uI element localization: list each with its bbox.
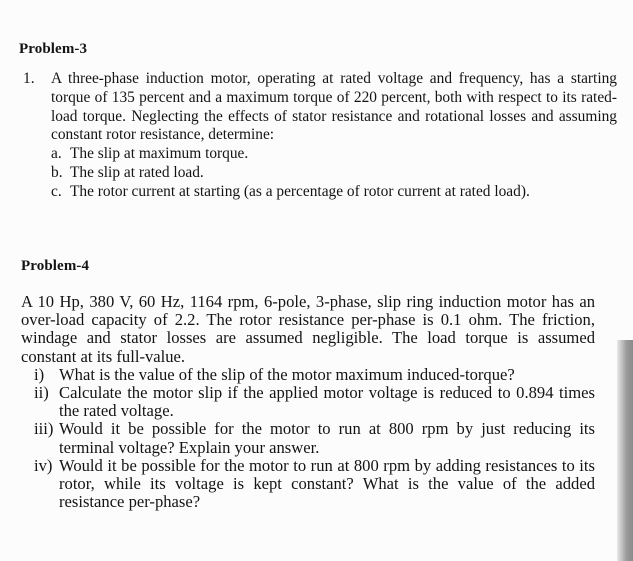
problem-3-item (23, 70, 617, 145)
problem-4-questions (21, 366, 595, 512)
question-numeral: iii) (34, 419, 54, 439)
part-text: The slip at rated load. (70, 163, 204, 181)
question-numeral: i) (34, 364, 45, 384)
question-text: Would it be possible for the motor to run at 800 rpm by adding resistances to its rotor, while its voltage is kept constant? What is the value of the added resistance per-phase? (59, 455, 595, 512)
question-numeral: iv) (34, 455, 53, 475)
item-number: 1. (23, 70, 35, 87)
part-letter: c. (51, 182, 62, 200)
question-text: Would it be possible for the motor to run at 800 rpm by just reducing its terminal voltage? Explain your answer. (59, 419, 595, 457)
list-item (21, 420, 595, 456)
problem-3-body (23, 70, 617, 202)
list-item (21, 366, 595, 384)
list-item (51, 183, 617, 202)
question-text: Calculate the motor slip if the applied motor voltage is reduced to 0.894 times the rated voltage. (59, 383, 595, 421)
list-item (51, 145, 617, 164)
problem-3-heading: Problem-3 (19, 41, 88, 57)
question-numeral: ii) (34, 383, 49, 403)
item-stem: A three-phase induction motor, operating at rated voltage and frequency, has a starting torque of 135 percent and a maximum torque of 220 percent, both with respect to its rated-load torque. Neglecting the effects of stator resistance and rotational losses and assuming constant rotor resistance, determine: (51, 70, 617, 144)
part-text: The rotor current at starting (as a percentage of rotor current at rated load). (70, 182, 530, 200)
problem-3-parts (51, 145, 617, 201)
problem-4-body (21, 293, 595, 511)
part-letter: a. (51, 145, 62, 163)
list-item (21, 384, 595, 420)
question-text: What is the value of the slip of the motor maximum induced-torque? (59, 364, 515, 384)
part-letter: b. (51, 163, 63, 181)
list-item (21, 457, 595, 512)
list-item (51, 164, 617, 183)
problem-4-intro: A 10 Hp, 380 V, 60 Hz, 1164 rpm, 6-pole, 3-phase, slip ring induction motor has an over-load capacity of 2.2. The rotor resistance per-phase is 0.1 ohm. The friction, windage and stator losses are assumed negligible. The load torque is assumed constant at its full-value. (21, 292, 595, 366)
page-edge-shadow (617, 340, 633, 561)
part-text: The slip at maximum torque. (70, 145, 249, 163)
problem-4-heading: Problem-4 (21, 258, 90, 274)
